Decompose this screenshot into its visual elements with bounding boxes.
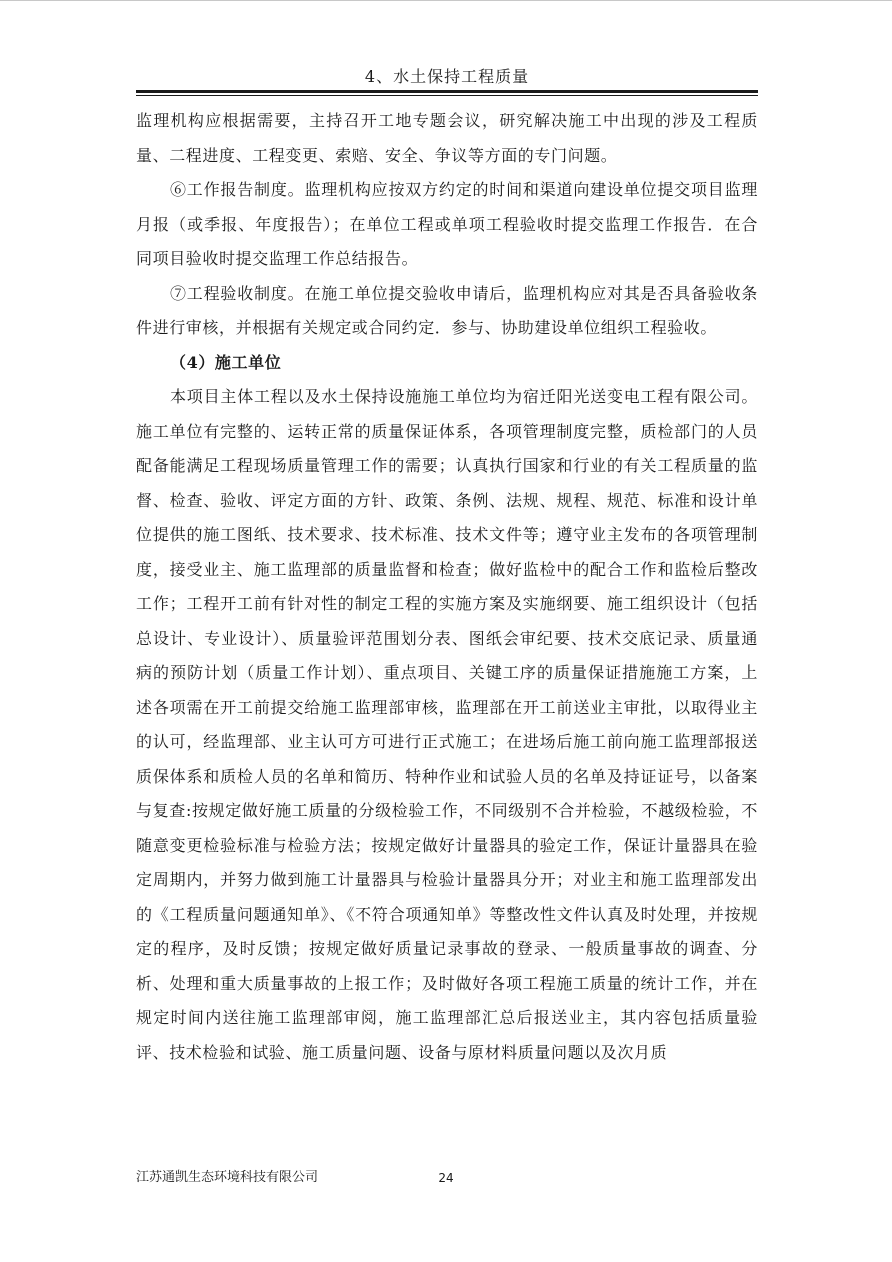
section-heading-construction-unit: （4）施工单位 (170, 352, 282, 372)
paragraph-continuation: 监理机构应根据需要，主持召开工地专题会议，研究解决施工中出现的涉及工程质量、二程进度、工程变更、索赔、安全、争议等方面的专门问题。 (136, 111, 758, 165)
page-top-border (0, 0, 892, 1)
paragraph-construction-unit: 本项目主体工程以及水土保持设施施工单位均为宿迁阳光送变电工程有限公司。施工单位有完整的、运转正常的质量保证体系，各项管理制度完整，质检部门的人员配备能满足工程现场质量管理工作的需要；认真执行国家和行业的有关工程质量的监督、检查、验收、评定方面的方针、政策、条例、法规、规程、规范、标准和设计单位提供的施工图纸、技术要求、技术标准、技术文件等；遵守业主发布的各项管理制度，接受业主、施工监理部的质量监督和检查；做好监检中的配合工作和监检后整改工作；工程开工前有针对性的制定工程的实施方案及实施纲要、施工组织设计（包括总设计、专业设计）、质量验评范围划分表、图纸会审纪要、技术交底记录、质量通病的预防计划（质量工作计划）、重点项目、关键工序的质量保证措施施工方案，上述各项需在开工前提交给施工监理部审核，监理部在开工前送业主审批，以取得业主的认可，经监理部、业主认可方可进行正式施工；在进场后施工前向施工监理部报送质保体系和质检人员的名单和简历、特种作业和试验人员的名单及持证证号，以备案与复查:按规定做好施工质量的分级检验工作，不同级别不合并检验，不越级检验，不随意变更检验标准与检验方法；按规定做好计量器具的验定工作，保证计量器具在验定周期内，并努力做到施工计量器具与检验计量器具分开；对业主和施工监理部发出的《工程质量问题通知单》、《不符合项通知单》等整改性文件认真及时处理，并按规定的程序，及时反馈；按规定做好质量记录事故的登录、一般质量事故的调查、分析、处理和重大质量事故的上报工作；及时做好各项工程施工质量的统计工作，并在规定时间内送往施工监理部审阅，施工监理部汇总后报送业主，其内容包括质量验评、技术检验和试验、施工质量问题、设备与原材料质量问题以及次月质 (136, 387, 758, 1062)
paragraph-work-report-system: ⑥工作报告制度。监理机构应按双方约定的时间和渠道向建设单位提交项目监理月报（或季报、年度报告）；在单位工程或单项工程验收时提交监理工作报告．在合同项目验收时提交监理工作总结报告。 (136, 180, 758, 268)
footer-company-name: 江苏通凯生态环境科技有限公司 (136, 1170, 319, 1185)
paragraph-acceptance-system: ⑦工程验收制度。在施工单位提交验收申请后，监理机构应对其是否具备验收条件进行审核，并根据有关规定或合同约定．参与、协助建设单位组织工程验收。 (136, 283, 758, 337)
document-body (136, 104, 758, 1070)
page-header-title: 4、水土保持工程质量 (364, 67, 530, 86)
header-rule-thin (136, 95, 758, 96)
header-rule-thick (136, 90, 758, 93)
footer-page-number: 24 (438, 1171, 454, 1185)
